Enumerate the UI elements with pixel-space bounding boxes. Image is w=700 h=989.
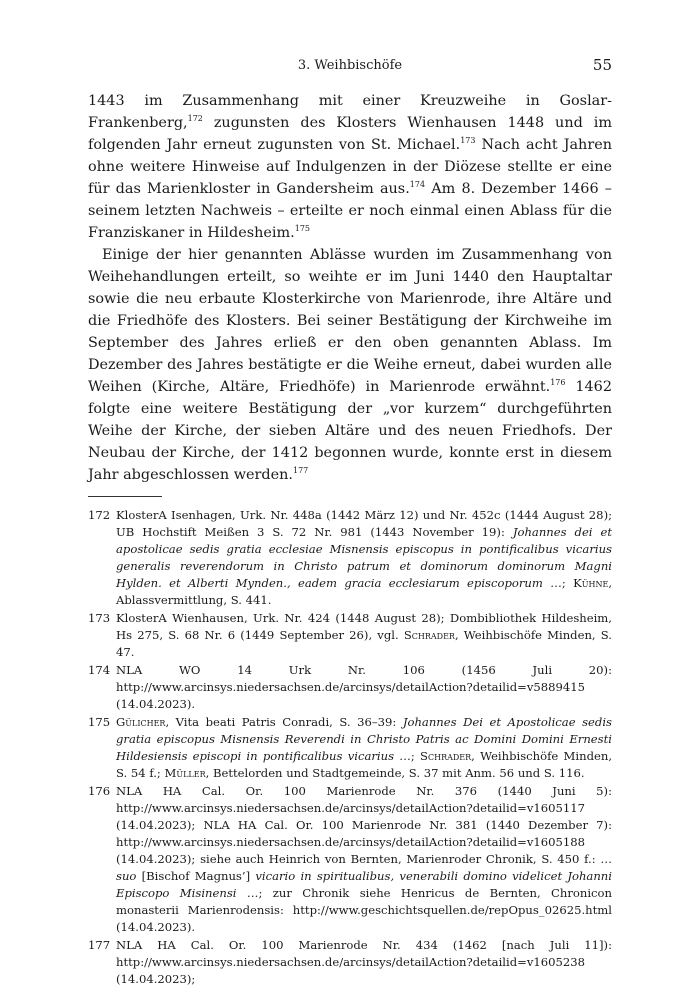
fn-author: Kühne xyxy=(573,576,609,590)
footnote-number: 174 xyxy=(88,663,111,677)
running-head-title: 3. Weihbischöfe xyxy=(297,58,403,73)
fn-author: Gülicher xyxy=(116,715,166,729)
text-run: Am 8. Dezember 1466 – seinem letzten Nachweis – erteilte er noch einmal einen Ablass für die Franziskaner in Hildesheim. xyxy=(88,181,612,241)
text-run: 1443 im Zusammenhang mit einer Kreuzweihe in Goslar-Frankenberg, xyxy=(88,93,612,131)
footnote-number: 176 xyxy=(88,784,111,798)
footnote-number: 173 xyxy=(88,611,111,625)
paragraph-2 xyxy=(88,244,612,486)
fn-text-run: , Ablassvermittlung, S. 441. xyxy=(116,576,613,607)
fn-italic-quote: Johannes dei et apostolicae sedis gratia ecclesiae Misnensis episcopus in pontificalibus vicarius generalis reverendorum in Christo patrum et dominorum dominorum Magni Hylden. et Alberti Mynden., eadem gracia ecclesiarum episcoporum … xyxy=(116,525,612,590)
fn-text-run: , Bettelorden und Stadtgemeinde, S. 37 mit Anm. 56 und S. 116. xyxy=(205,766,585,780)
footnote-number: 172 xyxy=(88,508,111,522)
running-head xyxy=(88,58,612,80)
footnote-divider xyxy=(88,496,162,497)
text-run: 1462 folgte eine weitere Bestätigung der „vor kurzem“ durchgeführten Weihe der Kirche, der sieben Altäre und des neuen Friedhofs. Der Neubau der Kirche, der 1412 begonnen wurde, konnte erst in diesem Jahr abgeschlossen werden. xyxy=(88,379,612,483)
fn-text-run: NLA WO 14 Urk Nr. 106 (1456 Juli 20): http://www.arcinsys.niedersachsen.de/arcinsys/detailAction?detailid=v5889415 (14.04.2023). xyxy=(116,663,612,711)
fn-text-run: , Weihbischöfe Minden, S. 54 f.; xyxy=(116,749,613,780)
footnote-172 xyxy=(88,507,612,609)
footnote-ref-172[interactable]: 172 xyxy=(187,114,203,123)
text-run: Nach acht Jahren ohne weitere Hinweise auf Indulgenzen in der Diözese stellte er eine für das Marienkloster in Gandersheim aus. xyxy=(88,137,612,197)
page xyxy=(88,58,612,989)
fn-text-run: [Bischof Magnus’] xyxy=(136,869,256,883)
footnote-175 xyxy=(88,714,612,782)
fn-text-run: ; xyxy=(561,576,574,590)
fn-text-run: NLA HA Cal. Or. 100 Marienrode Nr. 434 (1462 [nach Juli 11]): http://www.arcinsys.niedersachsen.de/arcinsys/detailAction?detailid=v1605238 (14.04.2023); xyxy=(116,938,612,986)
footnote-174 xyxy=(88,662,612,713)
fn-author: Schrader xyxy=(420,749,472,763)
footnotes xyxy=(88,507,612,988)
fn-author: Müller xyxy=(164,766,206,780)
footnote-ref-173[interactable]: 173 xyxy=(460,136,476,145)
fn-italic-quote: suo xyxy=(116,869,137,883)
fn-italic-quote: Johannes Dei et Apostolicae sedis gratia episcopus Misnensis Reverendi in Christo Patris ac Domini Domini Ernesti Hildesiensis episcopi in pontificalibus vicarius … xyxy=(116,715,612,763)
footnote-ref-177[interactable]: 177 xyxy=(292,466,309,475)
footnote-ref-176[interactable]: 176 xyxy=(550,378,566,387)
footnote-177 xyxy=(88,937,612,988)
fn-text-run: ; xyxy=(410,749,421,763)
fn-text-run: KlosterA Wienhausen, Urk. Nr. 424 (1448 August 28); Dombibliothek Hildesheim, Hs 275, S. 68 Nr. 6 (1449 September 26), vgl. xyxy=(116,611,612,642)
footnote-number: 177 xyxy=(88,938,111,952)
footnote-ref-175[interactable]: 175 xyxy=(294,224,311,233)
text-run: zugunsten des Klosters Wienhausen 1448 und im folgenden Jahr erneut zugunsten von St. Michael. xyxy=(88,115,612,153)
fn-text-run: NLA HA Cal. Or. 100 Marienrode Nr. 376 (1440 Juni 5): http://www.arcinsys.niedersachsen.de/arcinsys/detailAction?detailid=v1605117 (14.04.2023); NLA HA Cal. Or. 100 Marienrode Nr. 381 (1440 Dezember 7): http://www.arcinsys.niedersachsen.de/arcinsys/detailAction?detailid=v1605188 (14.04.2023); siehe auch Heinrich von Bernten, Marienroder Chronik, S. 450 f.: … xyxy=(116,784,612,866)
fn-text-run: ; zur Chronik siehe Henricus de Bernten, Chronicon monasterii Marienrodensis: http://www.geschichtsquellen.de/repOpus_02625.html (14.04.2023). xyxy=(116,886,612,934)
fn-text-run: , Vita beati Patris Conradi, S. 36–39: xyxy=(165,715,403,729)
fn-text-run: , Weihbischöfe Minden, S. 47. xyxy=(116,628,612,659)
body-text xyxy=(88,90,612,486)
footnote-173 xyxy=(88,610,612,661)
fn-author: Schrader xyxy=(403,628,455,642)
paragraph-1 xyxy=(88,90,612,244)
footnote-number: 175 xyxy=(88,715,111,729)
fn-italic-quote: vicario in spiritualibus, venerabili domino videlicet Johanni Episcopo Misinensi … xyxy=(116,869,612,900)
page-number: 55 xyxy=(592,56,612,74)
fn-text-run: KlosterA Isenhagen, Urk. Nr. 448a (1442 März 12) und Nr. 452c (1444 August 28); UB Hochstift Meißen 3 S. 72 Nr. 981 (1443 November 19): xyxy=(116,508,612,539)
footnote-176 xyxy=(88,783,612,936)
footnote-ref-174[interactable]: 174 xyxy=(409,180,426,189)
text-run: Einige der hier genannten Ablässe wurden im Zusammenhang von Weihehandlungen erteilt, so weihte er im Juni 1440 den Hauptaltar sowie die neu erbaute Klosterkirche von Marienrode, ihre Altäre und die Friedhöfe des Klosters. Bei seiner Bestätigung der Kirchweihe im September des Jahres erließ er den oben genannten Ablass. Im Dezember des Jahres bestätigte er die Weihe erneut, dabei wurden alle Weihen (Kirche, Altäre, Friedhöfe) in Marienrode erwähnt. xyxy=(88,247,612,395)
